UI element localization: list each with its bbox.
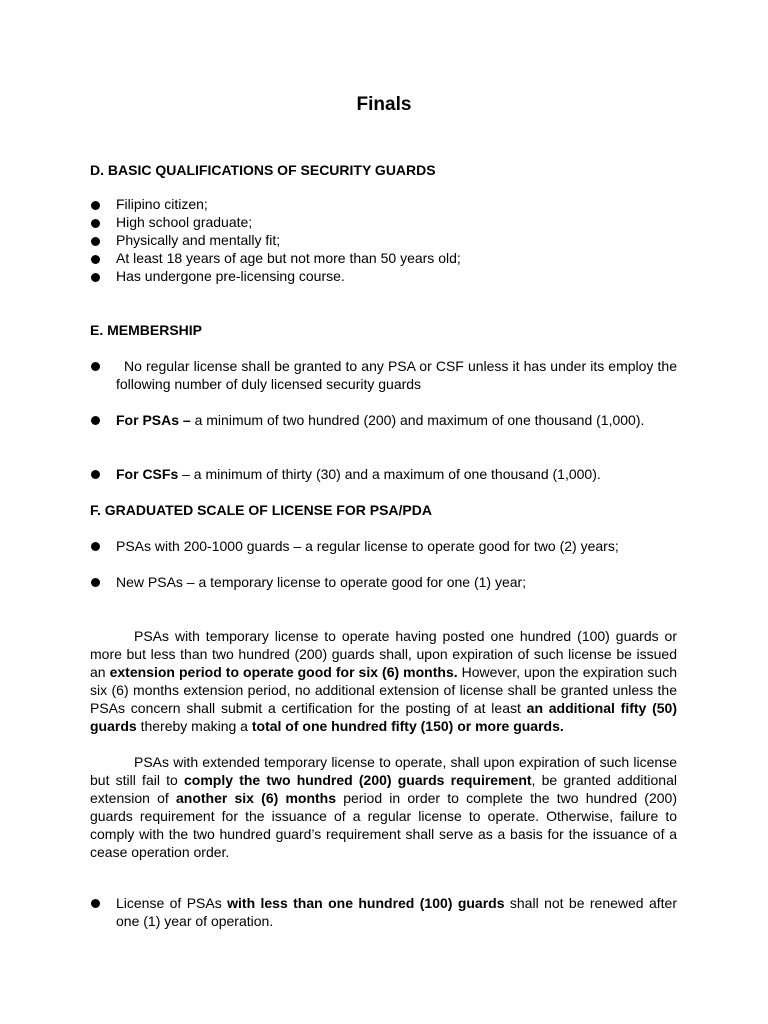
page-title: Finals [356, 94, 412, 115]
bold-text: comply the two hundred (200) guards requirement [184, 772, 532, 788]
bullet-icon [91, 255, 100, 264]
list-item [90, 196, 677, 214]
list-item-text: Filipino citizen; [116, 196, 208, 212]
list-item-text: High school graduate; [116, 214, 253, 230]
section-d-heading: D. BASIC QUALIFICATIONS OF SECURITY GUARDS [90, 162, 436, 178]
list-item-text [116, 894, 677, 930]
list-item [90, 357, 677, 393]
list-item [90, 537, 677, 555]
list-item-text: Has undergone pre-licensing course. [116, 268, 345, 284]
section-f-heading: F. GRADUATED SCALE OF LICENSE FOR PSA/PDA [90, 502, 432, 518]
list-item [90, 232, 677, 250]
bold-text: For CSFs [116, 466, 179, 482]
list-item [90, 411, 677, 429]
section-e-heading: E. MEMBERSHIP [90, 322, 203, 338]
list-item-text [116, 411, 677, 429]
body-paragraph [90, 753, 677, 861]
bullet-icon [91, 273, 100, 282]
item-text: a minimum of two hundred (200) and maximum of one thousand (1,000). [190, 412, 645, 428]
bullet-icon [91, 219, 100, 228]
list-item-text: Physically and mentally fit; [116, 232, 281, 248]
para-text: period in order to complete the two hundred (200) guards requirement for the issuance of a regular license to operate. Otherwise, failure to comply with the two hundred guard’s requirement shall serve as a basis for the issuance of a cease operation order. [90, 790, 677, 860]
para-text: , be granted additional extension of [90, 772, 677, 806]
list-item [90, 465, 677, 483]
list-item-text: At least 18 years of age but not more than 50 years old; [116, 250, 461, 266]
bullet-icon [91, 362, 100, 371]
para-text: PSAs with extended temporary license to operate, shall upon expiration of such license but still fail to [90, 754, 677, 788]
bold-text: an additional fifty (50) guards [90, 700, 677, 734]
bullet-icon [91, 201, 100, 210]
item-text: License of PSAs [116, 895, 228, 911]
bullet-icon [91, 899, 100, 908]
item-text: shall not be renewed after one (1) year of operation. [116, 895, 677, 929]
list-item-text: New PSAs – a temporary license to operate good for one (1) year; [116, 574, 527, 590]
list-item [90, 894, 677, 930]
list-item [90, 214, 677, 232]
bold-text: For PSAs – [116, 412, 191, 428]
list-item [90, 250, 677, 268]
list-item [90, 268, 677, 286]
bullet-icon [91, 237, 100, 246]
bullet-icon [91, 578, 100, 587]
list-item-text: No regular license shall be granted to any PSA or CSF unless it has under its employ the following number of duly licensed security guards [116, 358, 677, 392]
body-paragraph [90, 627, 677, 735]
para-text: thereby making a [136, 718, 252, 734]
item-text: – a minimum of thirty (30) and a maximum of one thousand (1,000). [178, 466, 601, 482]
bullet-icon [91, 470, 100, 479]
list-item-text [116, 465, 677, 483]
bold-text: extension period to operate good for six (6) months. [109, 664, 458, 680]
para-text: PSAs with temporary license to operate having posted one hundred (100) guards or more but less than two hundred (200) guards shall, upon expiration of such license be issued an [90, 628, 677, 680]
bold-text: with less than one hundred (100) guards [227, 895, 505, 911]
para-text: However, upon the expiration such six (6) months extension period, no additional extension of license shall be granted unless the PSAs concern shall submit a certification for the posting of at least [90, 664, 677, 716]
bullet-icon [91, 416, 100, 425]
list-item [90, 573, 677, 591]
bold-text: another six (6) months [175, 790, 337, 806]
bullet-icon [91, 542, 100, 551]
bold-text: total of one hundred fifty (150) or more guards. [251, 718, 564, 734]
list-item-text: PSAs with 200-1000 guards – a regular license to operate good for two (2) years; [116, 538, 619, 554]
